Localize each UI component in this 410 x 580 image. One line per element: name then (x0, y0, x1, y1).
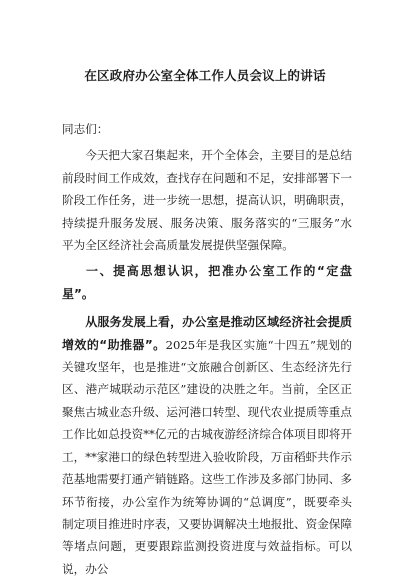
paragraph-lead-sentence: 从服务发展上看，办公室是推动区域经济社会提质增效的“助推器”。 (62, 315, 352, 352)
section-heading-1: 一、提高思想认识，把准办公室工作的“定盘星”。 (62, 264, 352, 301)
body-paragraph-2 (62, 311, 352, 580)
document-body (62, 118, 352, 580)
salutation: 同志们： (62, 122, 109, 136)
opening-paragraph: 今天把大家召集起来，开个全体会，主要目的是总结前段时间工作成效，查找存在问题和不足，安排部署下一阶段工作任务，进一步统一思想，提高认识，明确职责，持续提升服务发展、服务决策、服务落实的“三服务”水平为全区经济社会高质量发展提供坚强保障。 (62, 148, 352, 253)
paragraph-body-text: 2025年是我区实施“十四五”规划的关键攻坚年，也是推进“文旅融合创新区、生态经济先行区、港产城联动示范区”建设的决胜之年。当前，全区正聚焦古城业态升级、运河港口转型、现代农业提质等重点工作比如总投资**亿元的古城夜游经济综合体项目即将开工，**家港口的绿色转型进入验收阶段，万亩稻虾共作示范基地需要打通产销链路。这些工作涉及多部门协同、多环节衔接，办公室作为统筹协调的“总调度”，既要牵头制定项目推进时序表，又要协调解决土地报批、资金保障等堵点问题，更要跟踪监测投资进度与效益指标。可以说，办公 (62, 337, 352, 576)
document-title: 在区政府办公室全体工作人员会议上的讲话 (84, 68, 326, 83)
